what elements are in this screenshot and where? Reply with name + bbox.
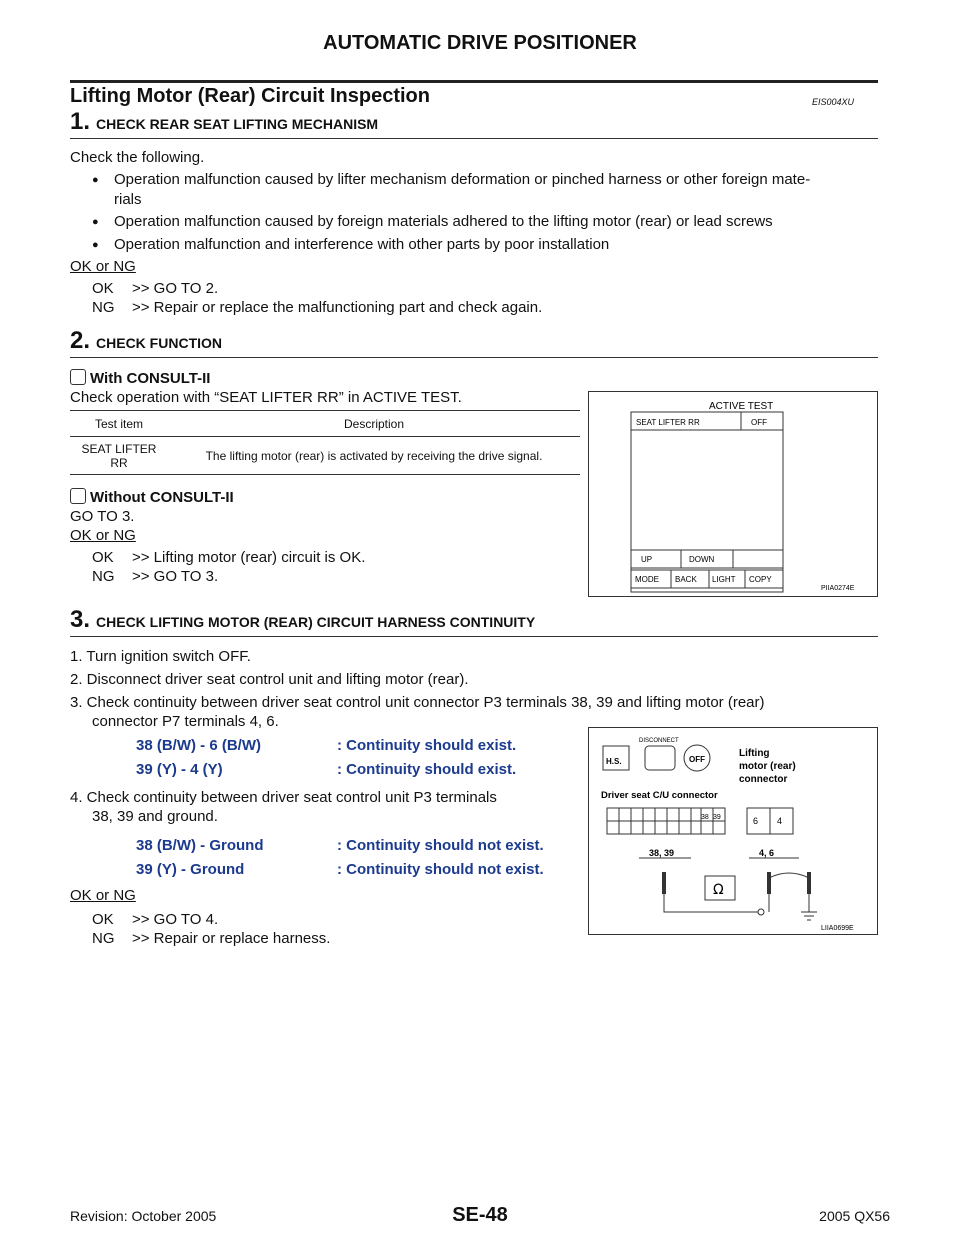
screen-row-label: SEAT LIFTER RR	[636, 418, 700, 427]
continuity-1-terminals: 38 (B/W) - 6 (B/W)	[136, 737, 261, 754]
figure-code: LIIA0699E	[821, 925, 854, 932]
lifting-label-3: connector	[739, 774, 788, 785]
instruction-4: 4. Check continuity between driver seat control unit P3 terminals	[70, 789, 497, 806]
mode-button-label: MODE	[635, 575, 659, 584]
terminal-6: 6	[753, 816, 759, 826]
table-header-description: Description	[168, 411, 580, 437]
result-ng	[92, 929, 330, 949]
test-item-table	[70, 410, 580, 475]
ohm-symbol: Ω	[713, 882, 724, 898]
step-divider	[70, 138, 878, 139]
step-divider	[70, 357, 878, 358]
terminal-39: 39	[713, 814, 721, 821]
result-text: >> Lifting motor (rear) circuit is OK.	[132, 549, 366, 566]
cell-text: RR	[110, 455, 128, 470]
terminal-38: 38	[701, 814, 709, 821]
table-cell-description: The lifting motor (rear) is activated by receiving the drive signal.	[168, 437, 580, 475]
header-divider	[70, 80, 878, 83]
result-text: >> GO TO 3.	[132, 568, 219, 585]
result-text: >> Repair or replace harness.	[132, 930, 331, 947]
step-1-intro: Check the following.	[70, 149, 205, 166]
probe-label-right: 4, 6	[759, 848, 775, 858]
disconnect-label: DISCONNECT	[639, 738, 679, 744]
test-item-table-wrap	[70, 410, 580, 475]
probe-right	[767, 872, 771, 894]
back-button-label: BACK	[675, 575, 697, 584]
bullet-text: rials	[114, 191, 142, 208]
result-key: NG	[92, 299, 115, 316]
light-button-label: LIGHT	[712, 575, 736, 584]
copy-button-label: COPY	[749, 575, 772, 584]
off-label: OFF	[689, 755, 705, 764]
table-cell-test-item	[70, 437, 168, 475]
result-ng	[92, 298, 542, 318]
with-consult-label	[70, 369, 210, 389]
ok-or-ng-label: OK or NG	[70, 887, 136, 904]
with-consult-text: With CONSULT-II	[90, 370, 211, 387]
goto-text: GO TO 3.	[70, 508, 135, 525]
lifting-label-1: Lifting	[739, 748, 770, 759]
screen-header: ACTIVE TEST	[709, 401, 774, 412]
continuity-4-terminals: 39 (Y) - Ground	[136, 861, 245, 878]
consult-icon	[70, 369, 86, 385]
terminal-4: 4	[777, 816, 783, 826]
step-1-heading	[70, 108, 378, 136]
probe-label-left: 38, 39	[649, 848, 675, 858]
step-number: 2.	[70, 327, 91, 354]
cu-connector-label: Driver seat C/U connector	[601, 790, 718, 801]
up-button-label: UP	[641, 555, 653, 564]
ok-or-ng-label: OK or NG	[70, 258, 136, 275]
continuity-3-terminals: 38 (B/W) - Ground	[136, 837, 264, 854]
cell-text: SEAT LIFTER	[81, 441, 157, 456]
step-title: CHECK REAR SEAT LIFTING MECHANISM	[96, 116, 379, 132]
ok-or-ng-label: OK or NG	[70, 527, 136, 544]
bullet-text: Operation malfunction and interference with other parts by poor installation	[114, 236, 610, 253]
step-2-heading	[70, 327, 222, 355]
bullet-text: Operation malfunction caused by lifter mechanism deformation or pinched harness or other foreign mate-	[114, 171, 811, 188]
instruction-1: 1. Turn ignition switch OFF.	[70, 648, 251, 665]
result-ok	[92, 279, 218, 299]
instruction-3-cont: connector P7 terminals 4, 6.	[92, 713, 279, 730]
instruction-3: 3. Check continuity between driver seat control unit connector P3 terminals 38, 39 and lifting motor (rear)	[70, 694, 765, 711]
result-key: NG	[92, 568, 115, 585]
result-text: >> Repair or replace the malfunctioning part and check again.	[132, 299, 543, 316]
active-test-screen-illustration	[589, 392, 877, 596]
result-ok	[92, 910, 218, 930]
bullet-item	[92, 170, 878, 210]
active-test-figure	[588, 391, 878, 597]
instruction-4-cont: 38, 39 and ground.	[92, 808, 218, 825]
result-key: OK	[92, 549, 114, 566]
page-header-title: AUTOMATIC DRIVE POSITIONER	[323, 32, 637, 54]
step-title: CHECK LIFTING MOTOR (REAR) CIRCUIT HARNESS CONTINUITY	[96, 614, 536, 630]
step-number: 1.	[70, 108, 91, 135]
result-key: OK	[92, 280, 114, 297]
continuity-4-spec: : Continuity should not exist.	[337, 861, 544, 878]
step-3-heading	[70, 606, 535, 634]
connector-diagram-figure	[588, 727, 878, 935]
result-text: >> GO TO 4.	[132, 911, 219, 928]
no-consult-icon	[70, 488, 86, 504]
page-number: SE-48	[452, 1204, 508, 1226]
result-key: NG	[92, 930, 115, 947]
section-title: Lifting Motor (Rear) Circuit Inspection	[70, 85, 430, 107]
bullet-text: Operation malfunction caused by foreign materials adhered to the lifting motor (rear) or lead screws	[114, 213, 773, 230]
lifting-label-2: motor (rear)	[739, 761, 796, 772]
figure-code: PIIA0274E	[821, 585, 855, 592]
step-divider	[70, 636, 878, 637]
disconnect-icon	[645, 746, 675, 770]
bullet-item	[92, 235, 878, 255]
without-consult-label	[70, 488, 234, 508]
connector-diagram-illustration	[589, 728, 877, 934]
continuity-2-terminals: 39 (Y) - 4 (Y)	[136, 761, 223, 778]
continuity-3-spec: : Continuity should not exist.	[337, 837, 544, 854]
continuity-2-spec: : Continuity should exist.	[337, 761, 517, 778]
step-number: 3.	[70, 606, 91, 633]
section-id: EIS004XU	[812, 97, 855, 107]
probe-left	[662, 872, 666, 894]
result-ng	[92, 567, 218, 587]
hs-label: H.S.	[606, 757, 622, 766]
step-title: CHECK FUNCTION	[96, 335, 223, 351]
result-ok	[92, 548, 365, 568]
without-consult-text: Without CONSULT-II	[90, 489, 234, 506]
continuity-1-spec: : Continuity should exist.	[337, 737, 517, 754]
result-text: >> GO TO 2.	[132, 280, 219, 297]
footer-model: 2005 QX56	[819, 1208, 890, 1224]
footer-revision: Revision: October 2005	[70, 1208, 217, 1224]
probe-ground	[807, 872, 811, 894]
down-button-label: DOWN	[689, 555, 715, 564]
bullet-item	[92, 212, 878, 232]
active-test-instruction: Check operation with “SEAT LIFTER RR” in ACTIVE TEST.	[70, 389, 462, 406]
result-key: OK	[92, 911, 114, 928]
screen-row-value: OFF	[751, 418, 767, 427]
table-header-test-item: Test item	[70, 411, 168, 437]
instruction-2: 2. Disconnect driver seat control unit and lifting motor (rear).	[70, 671, 469, 688]
